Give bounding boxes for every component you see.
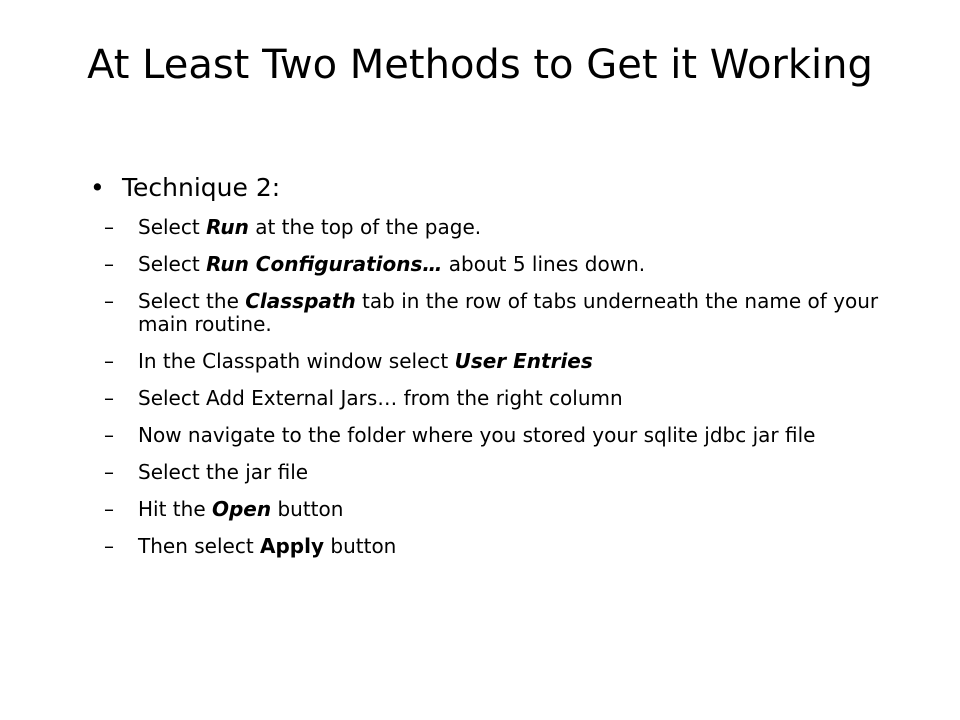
steps-list	[90, 216, 900, 558]
step-item: – Select the jar file	[104, 460, 309, 484]
dash-icon: –	[104, 460, 114, 484]
step-emphasis: Run Configurations…	[206, 252, 443, 276]
step-item: – Select Run Configurations… about 5 lines down.	[104, 252, 646, 276]
dash-icon: –	[104, 252, 114, 276]
step-item: – Select the Classpath tab in the row of tabs underneath the name of your main routine.	[104, 289, 879, 336]
dash-icon: –	[104, 497, 114, 521]
bullet-technique	[90, 172, 900, 204]
dash-icon: –	[104, 289, 114, 313]
slide-body	[90, 172, 900, 572]
step-emphasis: User Entries	[454, 349, 593, 373]
dash-icon: –	[104, 534, 114, 558]
step-item: – Now navigate to the folder where you stored your sqlite jdbc jar file	[104, 423, 816, 447]
step-emphasis: Run	[206, 215, 249, 239]
step-item: – Select Run at the top of the page.	[104, 215, 482, 239]
step-emphasis: Open	[211, 497, 272, 521]
step-item: – Then select Apply button	[104, 534, 397, 558]
step-item: – In the Classpath window select User Entries	[104, 349, 593, 373]
slide-title: At Least Two Methods to Get it Working	[87, 42, 873, 88]
dash-icon: –	[104, 423, 114, 447]
bullet-dot-icon: •	[90, 173, 105, 202]
dash-icon: –	[104, 215, 114, 239]
step-emphasis: Classpath	[245, 289, 356, 313]
step-item: – Hit the Open button	[104, 497, 344, 521]
bullet-label: Technique 2:	[122, 173, 281, 202]
step-item: – Select Add External Jars… from the right column	[104, 386, 623, 410]
step-strong: Apply	[260, 534, 325, 558]
dash-icon: –	[104, 386, 114, 410]
dash-icon: –	[104, 349, 114, 373]
